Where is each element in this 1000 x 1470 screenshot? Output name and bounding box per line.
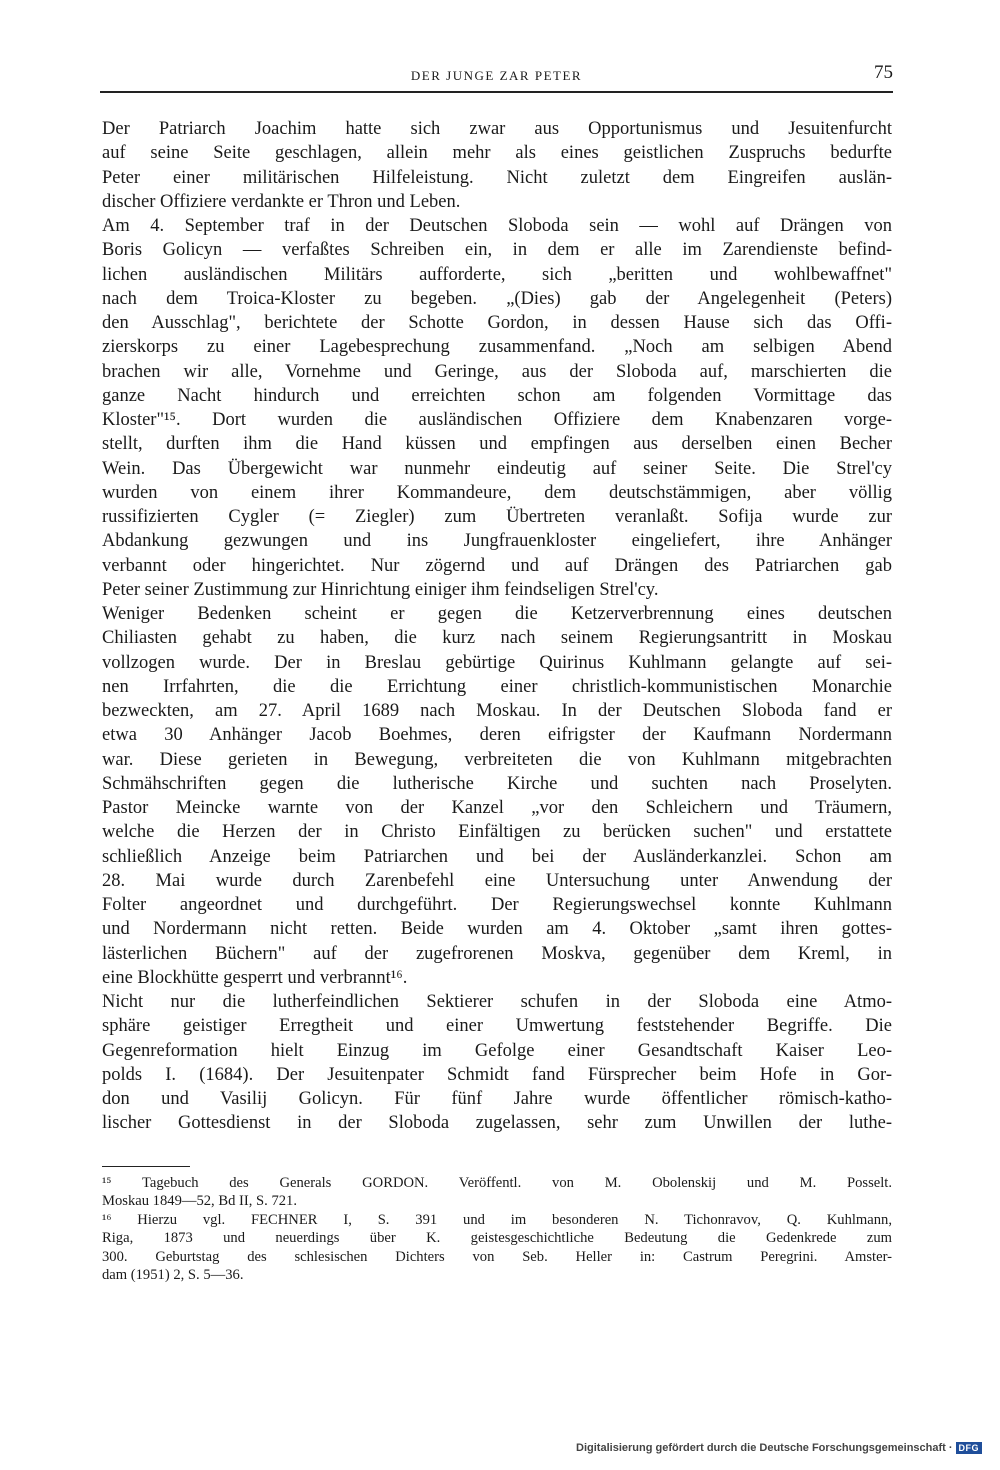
text-line: welche die Herzen der in Christo Einfältigen zu berücken suchen" und erstattete — [102, 822, 892, 843]
text-line: verbannt oder hingerichtet. Nur zögernd und auf Drängen des Patriarchen gab — [102, 555, 892, 576]
footnote-line: ¹⁶ Hierzu vgl. FECHNER I, S. 391 und im besonderen N. Tichonravov, Q. Kuhlmann, — [102, 1211, 892, 1228]
text-line: discher Offiziere verdankte er Thron und Leben. — [102, 191, 461, 212]
separator-dot: · — [948, 1442, 953, 1454]
text-line: Abdankung gezwungen und ins Jungfrauenkloster eingeliefert, ihre Anhänger — [102, 531, 892, 552]
running-title: DER JUNGE ZAR PETER — [410, 68, 583, 83]
text-line: stellt, durften ihm die Hand küssen und empfingen aus derselben einen Becher — [102, 434, 892, 455]
footnote-line: ¹⁵ Tagebuch des Generals GORDON. Veröffentl. von M. Obolenskij und M. Posselt. — [102, 1175, 892, 1191]
footnote-line: 300. Geburtstag des schlesischen Dichters von Seb. Heller in: Castrum Peregrini. Amster- — [102, 1248, 892, 1265]
text-line: brachen wir alle, Vornehme und Geringe, aus der Sloboda auf, marschierten die — [102, 361, 892, 382]
text-line: Weniger Bedenken scheint er gegen die Ketzerverbrennung eines deutschen — [102, 604, 892, 624]
text-line: 28. Mai wurde durch Zarenbefehl eine Untersuchung unter Anwendung der — [102, 870, 892, 891]
text-line: den Ausschlag", berichtete der Schotte Gordon, in dessen Hause sich das Offi- — [102, 313, 892, 333]
text-line: war. Diese gerieten in Bewegung, verbreiteten die von Kuhlmann mitgebrachten — [102, 749, 892, 770]
page-header — [100, 62, 893, 90]
text-line: Boris Golicyn — verfaßtes Schreiben ein, in dem er alle im Zarendienste befind- — [102, 240, 892, 261]
footnote-line: Riga, 1873 und neuerdings über K. geistesgeschichtliche Bedeutung die Gedenkrede zum — [102, 1230, 892, 1247]
text-line: zierskorps zu einer Lagebesprechung zusammenfand. „Noch am selbigen Abend — [102, 337, 892, 358]
text-line: ganze Nacht hindurch und erreichten schon am folgenden Vormittage das — [102, 385, 892, 406]
text-line: sphäre geistiger Erregtheit und einer Umwertung feststehender Begriffe. Die — [102, 1016, 892, 1037]
text-line: schließlich Anzeige beim Patriarchen und bei der Ausländerkanzlei. Schon am — [102, 846, 892, 867]
header-rule — [100, 91, 893, 93]
text-line: polds I. (1684). Der Jesuitenpater Schmidt fand Fürsprecher beim Hofe in Gor- — [102, 1064, 892, 1085]
text-line: eine Blockhütte gesperrt und verbrannt¹⁶. — [102, 967, 408, 988]
text-line: Peter einer militärischen Hilfeleistung. Nicht zuletzt dem Eingreifen auslän- — [102, 167, 892, 188]
body-text — [102, 117, 892, 1136]
text-line: nach dem Troica-Kloster zu begeben. „(Dies) gab der Angelegenheit (Peters) — [102, 288, 892, 309]
text-line: Folter angeordnet und durchgeführt. Der Regierungswechsel konnte Kuhlmann — [102, 895, 892, 915]
text-line: auf seine Seite geschlagen, allein mehr als eines geistlichen Zuspruchs bedurfte — [102, 143, 892, 164]
text-line: wurden von einem ihrer Kommandeure, dem deutschstämmigen, aber völlig — [102, 482, 892, 503]
footnotes — [102, 1174, 892, 1284]
text-line: Pastor Meincke warnte von der Kanzel „vor den Schleichern und Träumern, — [102, 798, 892, 818]
text-line: Nicht nur die lutherfeindlichen Sektierer schufen in der Sloboda eine Atmo- — [102, 992, 892, 1012]
text-line: Kloster"¹⁵. Dort wurden die ausländischen Offiziere dem Knabenzaren vorge- — [102, 410, 892, 430]
digitization-credit — [576, 1442, 982, 1454]
text-line: Gegenreformation hielt Einzug im Gefolge einer Gesandtschaft Kaiser Leo- — [102, 1040, 892, 1061]
text-line: und Nordermann nicht retten. Beide wurden am 4. Oktober „samt ihren gottes- — [102, 919, 892, 940]
text-line: Am 4. September traf in der Deutschen Sloboda sein — wohl auf Drängen von — [102, 216, 892, 236]
text-line: Chiliasten gehabt zu haben, die kurz nach seinem Regierungsantritt in Moskau — [102, 628, 892, 649]
digitization-note: Digitalisierung gefördert durch die Deutsche Forschungsgemeinschaft — [576, 1442, 946, 1454]
text-line: Der Patriarch Joachim hatte sich zwar aus Opportunismus und Jesuitenfurcht — [102, 119, 892, 139]
dfg-logo-icon: DFG — [956, 1442, 983, 1454]
footnote-line: dam (1951) 2, S. 5—36. — [102, 1266, 244, 1283]
text-line: Peter seiner Zustimmung zur Hinrichtung einiger ihm feindseligen Strel'cy. — [102, 579, 659, 600]
text-line: don und Vasilij Golicyn. Für fünf Jahre wurde öffentlicher römisch-katho- — [102, 1089, 892, 1109]
text-line: bezweckten, am 27. April 1689 nach Moskau. In der Deutschen Sloboda fand er — [102, 701, 892, 721]
page-number: 75 — [874, 62, 893, 83]
text-line: Wein. Das Übergewicht war nunmehr eindeutig auf seiner Seite. Die Strel'cy — [102, 458, 892, 479]
footnote-line: Moskau 1849—52, Bd II, S. 721. — [102, 1193, 297, 1210]
text-line: lischer Gottesdienst in der Sloboda zugelassen, sehr zum Unwillen der luthe- — [102, 1113, 892, 1134]
footnote-separator — [102, 1166, 190, 1167]
text-line: Schmähschriften gegen die lutherische Kirche und suchten nach Proselyten. — [102, 773, 892, 794]
text-line: lichen ausländischen Militärs aufforderte, sich „beritten und wohlbewaffnet" — [102, 264, 892, 285]
text-line: vollzogen wurde. Der in Breslau gebürtige Quirinus Kuhlmann gelangte auf sei- — [102, 652, 892, 673]
text-line: nen Irrfahrten, die die Errichtung einer christlich-kommunistischen Monarchie — [102, 676, 892, 697]
text-line: lästerlichen Büchern" auf der zugefrorenen Moskva, gegenüber dem Kreml, in — [102, 943, 892, 964]
text-line: etwa 30 Anhänger Jacob Boehmes, deren eifrigster der Kaufmann Nordermann — [102, 725, 892, 746]
text-line: russifizierten Cygler (= Ziegler) zum Übertreten veranlaßt. Sofija wurde zur — [102, 507, 892, 527]
